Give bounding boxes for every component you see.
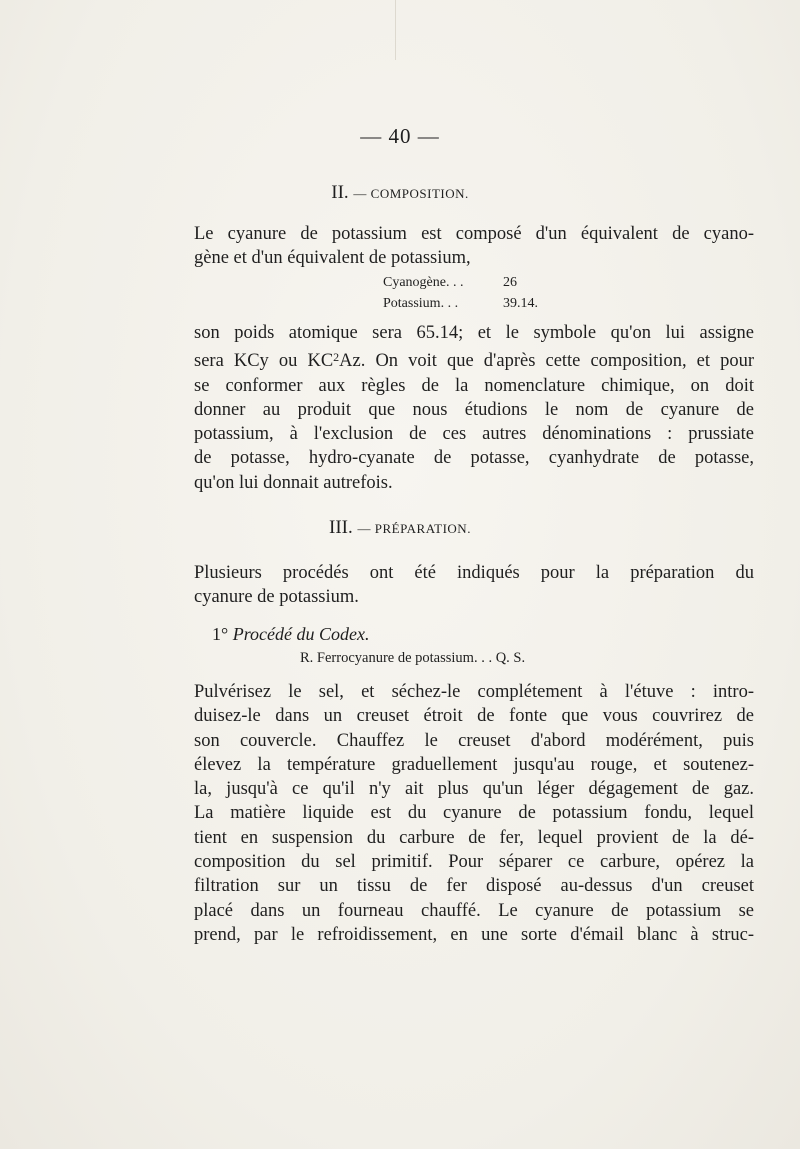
text-line: de potasse, hydro-cyanate de potasse, cyanhydrate de potasse, <box>194 448 754 469</box>
text-line: prend, par le refroidissement, en une sorte d'émail blanc à struc- <box>194 924 754 945</box>
text-line: élevez la température graduellement jusqu'au rouge, et soutenez- <box>194 754 754 775</box>
text-line: cyanure de potassium. <box>194 587 359 608</box>
subscript: 2 <box>333 350 340 365</box>
text-line: Pulvérisez le sel, et séchez-le complétement à l'étuve : intro- <box>194 682 754 702</box>
paragraph-composition-intro <box>194 222 754 271</box>
text-line: la, jusqu'à ce qu'il n'y ait plus qu'un léger dégagement de gaz. <box>194 779 754 800</box>
text-line: donner au produit que nous étudions le nom de cyanure de <box>194 399 754 420</box>
text-line: Plusieurs procédés ont été indiqués pour la préparation du <box>194 563 754 583</box>
recipe-line: R. Ferrocyanure de potassium. . . Q. S. <box>300 650 526 666</box>
composition-row <box>383 293 538 314</box>
text-line: Le cyanure de potassium est composé d'un équivalent de cyano- <box>194 224 754 244</box>
text-line: La matière liquide est du cyanure de potassium fondu, lequel <box>194 803 754 824</box>
composition-label: Potassium. . . <box>383 296 459 311</box>
text-line: placé dans un fourneau chauffé. Le cyanure de potassium se <box>194 900 754 921</box>
composition-label: Cyanogène. . . <box>383 275 464 290</box>
paragraph-procedure <box>194 680 754 947</box>
page-number: — 40 — <box>360 124 440 148</box>
text-line <box>194 345 754 373</box>
text-line: potassium, à l'exclusion de ces autres dénominations : prussiate <box>194 424 754 445</box>
composition-value: 26 <box>503 275 517 290</box>
paragraph-composition-body <box>194 321 754 495</box>
section-title: — COMPOSITION. <box>353 186 469 201</box>
text-fragment: sera KCy ou KC <box>194 351 334 372</box>
text-line: se conformer aux règles de la nomenclature chimique, on doit <box>194 375 754 396</box>
composition-value: 39.14. <box>503 296 538 311</box>
procedure-title: Procédé du Codex. <box>232 624 370 644</box>
text-line: son poids atomique sera 65.14; et le symbole qu'on lui assigne <box>194 323 754 343</box>
paragraph-preparation-intro <box>194 561 754 610</box>
procedure-heading <box>212 624 370 645</box>
text-line: composition du sel primitif. Pour séparer ce carbure, opérez la <box>194 852 754 873</box>
procedure-number: 1° <box>212 624 229 644</box>
text-fragment: Az. On voit que d'après cette composition, et pour <box>339 351 754 372</box>
composition-table <box>383 272 538 314</box>
section-number: II. <box>331 182 349 203</box>
text-line: filtration sur un tissu de fer disposé au-dessus d'un creuset <box>194 876 754 897</box>
section-heading-preparation <box>0 517 800 539</box>
section-heading-composition <box>0 182 800 204</box>
text-line: son couvercle. Chauffez le creuset d'abord modérément, puis <box>194 730 754 751</box>
section-number: III. <box>329 517 353 538</box>
section-title: — PRÉPARATION. <box>357 521 471 536</box>
text-line: tient en suspension du carbure de fer, lequel provient de la dé- <box>194 827 754 848</box>
text-line: qu'on lui donnait autrefois. <box>194 472 393 493</box>
composition-row <box>383 272 517 293</box>
text-line: gène et d'un équivalent de potassium, <box>194 248 471 269</box>
text-line: duisez-le dans un creuset étroit de fonte que vous couvrirez de <box>194 706 754 727</box>
scan-mark <box>395 0 396 60</box>
